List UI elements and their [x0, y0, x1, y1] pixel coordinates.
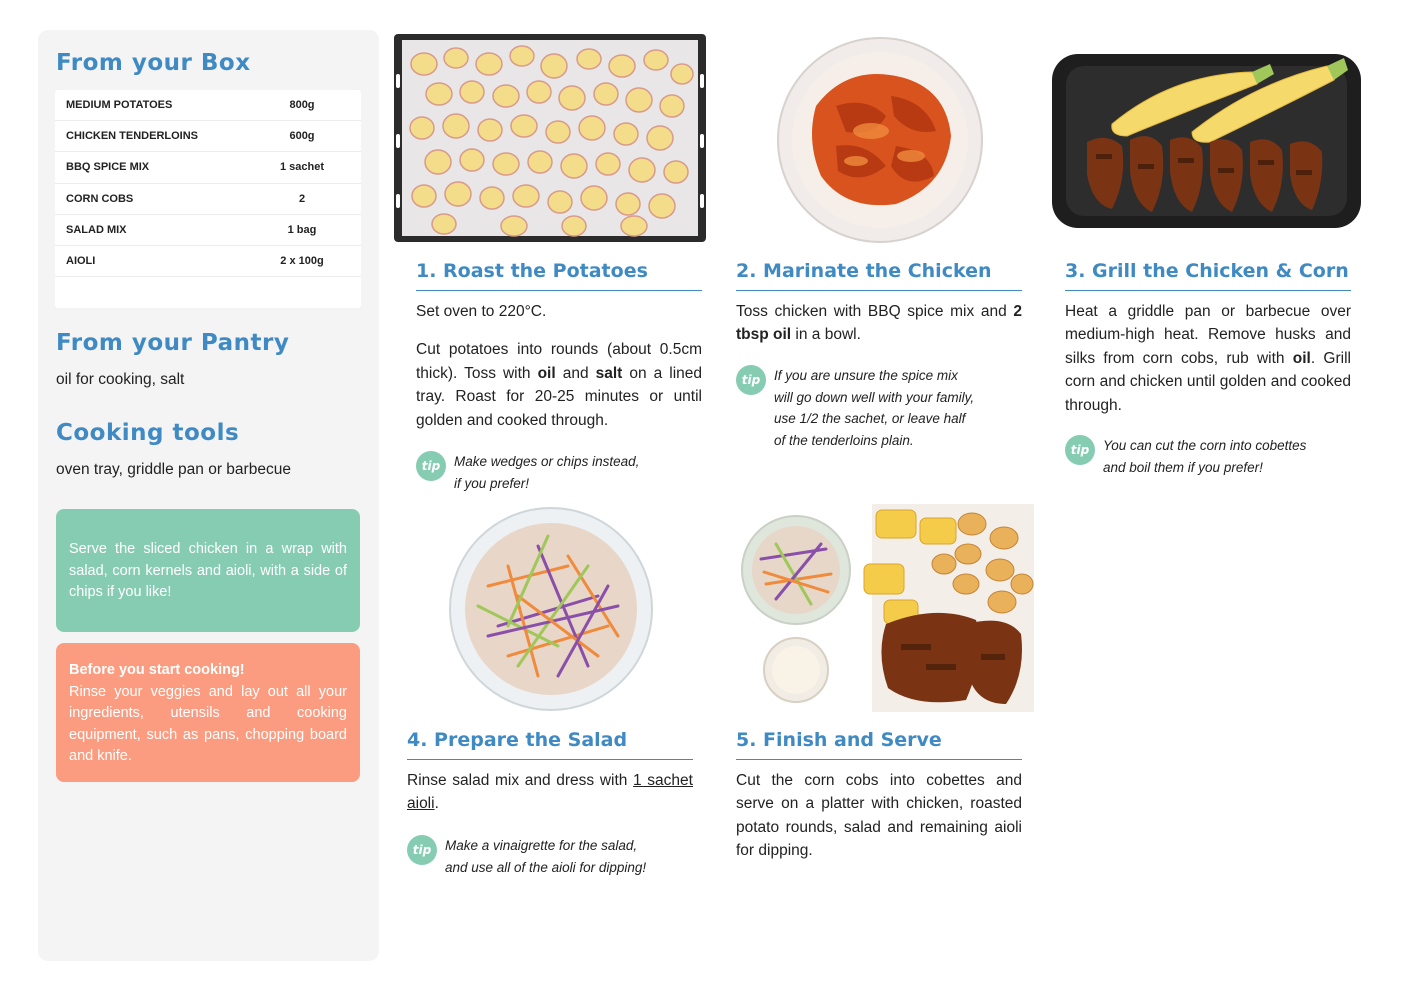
- tip-icon: tip: [416, 451, 446, 481]
- salad-bowl-photo: [448, 506, 654, 712]
- step-1-tip: [416, 451, 639, 494]
- ingredient-qty: 1 bag: [287, 223, 317, 236]
- step-1-body: [416, 300, 702, 447]
- step-2-body: [736, 300, 1022, 362]
- before-you-start-text: Rinse your veggies and lay out all your ingredients, utensils and cooking equipment, such as pans, chopping board and knife.: [69, 683, 347, 764]
- from-your-box-heading: From your Box: [56, 50, 251, 76]
- step-3-para-1: [1065, 300, 1351, 417]
- tip-text: If you are unsure the spice mix will go down well with your family, use 1/2 the sachet, or leave half of the tenderloins plain.: [774, 368, 975, 448]
- tools-items: oven tray, griddle pan or barbecue: [56, 461, 291, 478]
- marinated-chicken-bowl-photo: [776, 36, 984, 244]
- step-5-title-text: 5. Finish and Serve: [736, 729, 942, 751]
- bold-ingredient: salt: [595, 364, 623, 382]
- ingredient-name: AIOLI: [66, 255, 96, 268]
- serve-suggestion-box: Serve the sliced chicken in a wrap with salad, corn kernels and aioli, with a side of chips if you like!: [56, 509, 360, 632]
- step-2-title: [736, 260, 1022, 291]
- table-row: [55, 90, 361, 121]
- step-5-para-1: Cut the corn cobs into cobettes and serve on a platter with chicken, roasted potato rounds, salad and remaining aioli for dipping.: [736, 772, 1022, 860]
- text-span: Toss chicken with BBQ spice mix and: [736, 303, 1014, 320]
- pantry-items: oil for cooking, salt: [56, 371, 185, 388]
- sidebar-panel: [38, 30, 379, 961]
- step-4-title-text: 4. Prepare the Salad: [407, 729, 628, 751]
- tip-icon: tip: [736, 365, 766, 395]
- underlined-ingredient: 1 sachet aioli: [407, 772, 693, 813]
- step-3-title-text: 3. Grill the Chicken & Corn: [1065, 260, 1349, 282]
- cooking-tools-heading: Cooking tools: [56, 420, 240, 446]
- ingredient-qty: 800g: [289, 99, 315, 112]
- ingredients-table: [55, 90, 361, 308]
- ingredient-name: MEDIUM POTATOES: [66, 99, 173, 112]
- tip-text: Make wedges or chips instead, if you prefer!: [454, 454, 640, 491]
- griddle-corn-chicken-photo: [1052, 54, 1361, 228]
- ingredient-name: SALAD MIX: [66, 223, 127, 236]
- text-span: on a lined tray. Roast for 20-25 minutes or until golden and cooked through.: [416, 364, 702, 429]
- ingredient-qty: 2 x 100g: [280, 255, 324, 268]
- text-span: Rinse salad mix and dress with: [407, 772, 634, 789]
- step-3-title: [1065, 260, 1351, 291]
- ingredient-name: BBQ SPICE MIX: [66, 161, 150, 174]
- table-row: [55, 152, 361, 183]
- ingredient-name: CORN COBS: [66, 192, 134, 205]
- step-1-para-2: [416, 338, 702, 432]
- text-span: . Grill corn and chicken until golden and cooked through.: [1065, 349, 1351, 414]
- table-row: [55, 215, 361, 246]
- step-3-body: [1065, 300, 1351, 432]
- ingredient-qty: 600g: [289, 130, 315, 143]
- step-1-para-1: Set oven to 220°C.: [416, 303, 547, 320]
- table-row: [55, 121, 361, 152]
- step-2-title-text: 2. Marinate the Chicken: [736, 260, 992, 282]
- step-1-title: [416, 260, 702, 291]
- step-4-tip: [407, 835, 646, 878]
- text-span: Cut potatoes into rounds (about 0.5cm thick). Toss with: [416, 341, 702, 382]
- step-2-para-1: [736, 300, 1022, 347]
- bold-ingredient: 2 tbsp oil: [736, 303, 1022, 344]
- tip-icon: tip: [407, 835, 437, 865]
- text-span: and: [555, 364, 596, 382]
- potatoes-tray-photo: [394, 34, 706, 242]
- step-5-body: [736, 769, 1022, 878]
- table-row: [55, 246, 361, 277]
- step-1-title-text: 1. Roast the Potatoes: [416, 260, 648, 282]
- step-4-title: [407, 729, 693, 760]
- step-3-tip: [1065, 435, 1306, 478]
- step-5-title: [736, 729, 1022, 760]
- bold-ingredient: oil: [537, 364, 556, 382]
- ingredient-name: CHICKEN TENDERLOINS: [66, 130, 199, 143]
- bold-ingredient: oil: [1292, 349, 1311, 367]
- ingredient-qty: 1 sachet: [279, 161, 325, 174]
- tip-text: Make a vinaigrette for the salad, and use all of the aioli for dipping!: [445, 838, 647, 875]
- text-span: .: [434, 795, 439, 813]
- step-4-body: [407, 769, 693, 831]
- tip-icon: tip: [1065, 435, 1095, 465]
- text-span: Heat a griddle pan or barbecue over medium-high heat. Remove husks and silks from corn cobs, rub with: [1065, 303, 1351, 367]
- before-you-start-title: Before you start cooking!: [69, 662, 245, 678]
- served-platter-photo: [736, 504, 1034, 712]
- tip-text: You can cut the corn into cobettes and boil them if you prefer!: [1103, 438, 1307, 475]
- table-row: [55, 184, 361, 215]
- before-you-start-box: [56, 643, 360, 782]
- step-4-para-1: [407, 769, 693, 816]
- from-your-pantry-heading: From your Pantry: [56, 330, 290, 356]
- text-span: in a bowl.: [791, 326, 861, 344]
- ingredient-qty: 2: [298, 192, 306, 205]
- step-2-tip: [736, 365, 974, 451]
